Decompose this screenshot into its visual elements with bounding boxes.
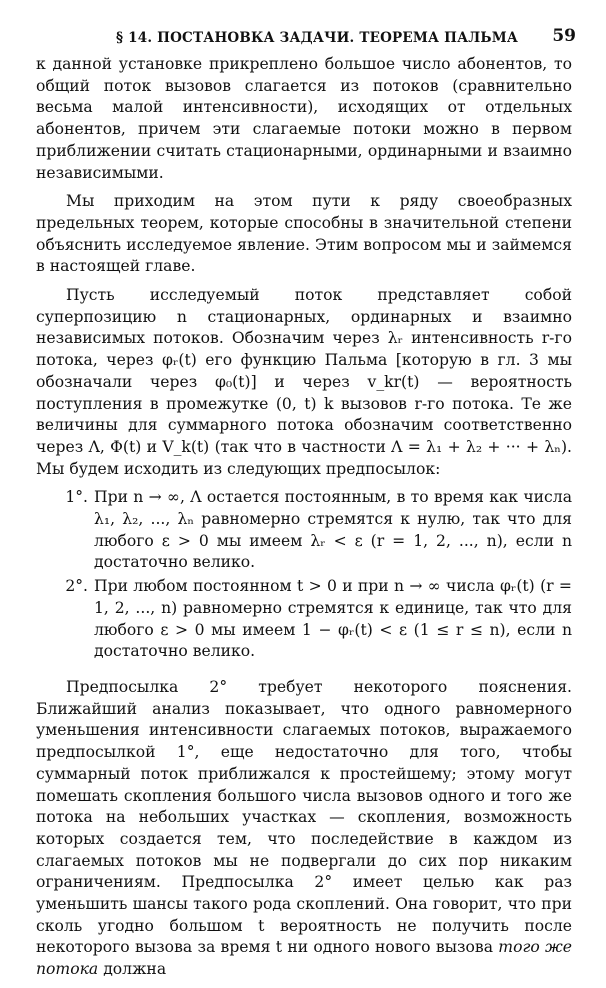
paragraph-limit-theorems: Мы приходим на этом пути к ряду своеобразных предельных теорем, которые способны в значительной степени объяснить исследуемое явление. Этим вопросом мы и займемся в настоящей главе. bbox=[36, 192, 572, 276]
assumptions-list bbox=[36, 487, 572, 663]
assumption-item bbox=[36, 576, 572, 663]
paragraph-explanation bbox=[36, 677, 572, 981]
page-number: 59 bbox=[552, 26, 576, 46]
assumption-number: 2°. bbox=[65, 577, 88, 596]
explanation-text: Предпосылка 2° требует некоторого пояснения. Ближайший анализ показывает, что одного равномерного уменьшения интенсивности слагаемых потоков, выражаемого предпосылкой 1°, еще недостаточно для того, чтобы суммарный поток приближался к простейшему; этому могут помешать скопления большого числа вызовов одного и того же потока на небольших участках — скопления, возможность которых создается тем, что последействие в каждом из слагаемых потоков мы не подвергали до сих пор никаким ограничениям. Предпосылка 2° имеет целью как раз уменьшить шансы такого рода скоплений. Она говорит, что при сколь угодно большом t вероятность не получить после некоторого вызова за время t ни одного нового вызова bbox=[36, 677, 572, 957]
assumption-item bbox=[36, 487, 572, 574]
page-header bbox=[36, 24, 576, 54]
assumption-text: При n → ∞, Λ остается постоянным, в то время как числа λ₁, λ₂, ..., λₙ равномерно стремятся к нулю, так что для любого ε > 0 мы имеем λᵣ < ε (r = 1, 2, ..., n), если n достаточно велико. bbox=[94, 488, 572, 572]
running-head: § 14. ПОСТАНОВКА ЗАДАЧИ. ТЕОРЕМА ПАЛЬМА bbox=[116, 30, 519, 46]
body-text bbox=[36, 54, 572, 981]
book-page bbox=[36, 24, 576, 988]
paragraph-continuation: к данной установке прикреплено большое число абонентов, то общий поток вызовов слагается из потоков (сравнительно весьма малой интенсивности), исходящих от отдельных абонентов, причем эти слагаемые потоки можно в первом приближении считать стационарными, ординарными и взаимно независимыми. bbox=[36, 55, 572, 182]
assumption-text: При любом постоянном t > 0 и при n → ∞ числа φᵣ(t) (r = 1, 2, ..., n) равномерно стремятся к единице, так что для любого ε > 0 мы имеем 1 − φᵣ(t) < ε (1 ≤ r ≤ n), если n достаточно велико. bbox=[94, 577, 572, 661]
emphasis-same-stream: того же потока bbox=[36, 938, 572, 979]
paragraph-superposition: Пусть исследуемый поток представляет собой суперпозицию n стационарных, ординарных и взаимно независимых потоков. Обозначим через λᵣ интенсивность r-го потока, через φᵣ(t) его функцию Пальма [которую в гл. 3 мы обозначали через φ₀(t)] и через v_kr(t) — вероятность поступления в промежутке (0, t) k вызовов r-го потока. Те же величины для суммарного потока обозначим соответственно через Λ, Φ(t) и V_k(t) (так что в частности Λ = λ₁ + λ₂ + ··· + λₙ). Мы будем исходить из следующих предпосылок: bbox=[36, 286, 572, 478]
explanation-tail: должна bbox=[103, 960, 167, 979]
assumption-number: 1°. bbox=[65, 488, 88, 507]
